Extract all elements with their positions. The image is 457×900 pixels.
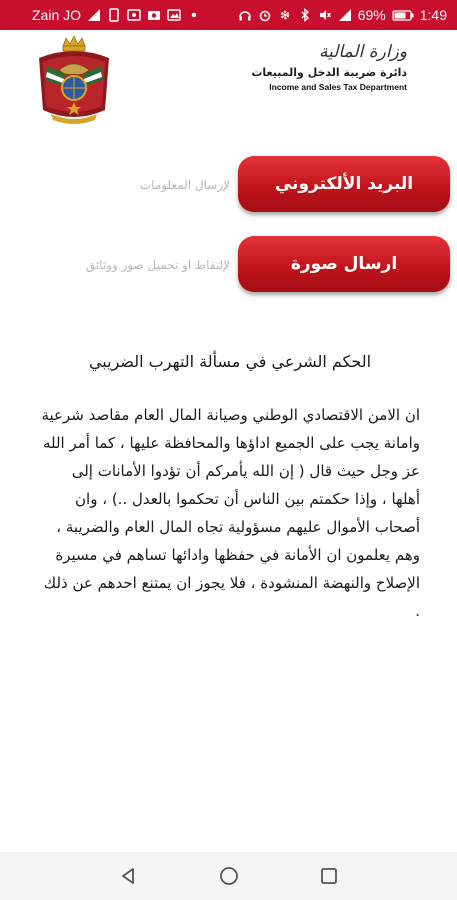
camera-notification-icon — [147, 8, 161, 22]
carrier-label: Zain JO — [32, 7, 82, 23]
settings-icon — [278, 8, 292, 22]
signal-icon — [87, 8, 101, 22]
ministry-title: وزارة المالية — [319, 42, 407, 62]
home-icon[interactable] — [218, 865, 240, 887]
recents-icon[interactable] — [318, 865, 340, 887]
department-name-arabic: دائرة ضريبة الدخل والمبيعات — [251, 66, 407, 79]
article-body: ان الامن الاقتصادي الوطني وصيانة المال العام مقاصد شرعية وامانة يجب على الجميع اداؤها والمحافظة عليها ، كما أمر الله عز وجل حيث قال ( إن الله يأمركم أن تؤدوا الأمانات إلى أهلها ، وإذا حكمتم بين الناس أن تحكموا بالعدل ..) ، وان أصحاب الأموال عليهم مسؤولية تجاه المال العام والضريبة ، وهم يعلمون ان الأمانة في حفظها وادائها تساهم في مسيرة الإصلاح والنهضة المنشودة ، فلا يجوز ان يمتنع احدهم عن ذلك . — [41, 406, 420, 620]
battery-percent: 69% — [357, 7, 386, 23]
mute-icon — [318, 8, 332, 22]
jordan-coat-of-arms-logo — [33, 36, 115, 126]
image-notification-icon — [127, 8, 141, 22]
alarm-icon — [258, 8, 272, 22]
battery-icon — [392, 8, 414, 22]
clock: 1:49 — [419, 7, 447, 23]
headset-icon — [238, 8, 252, 22]
article — [34, 352, 426, 625]
send-photo-button[interactable]: ارسال صورة — [238, 236, 450, 292]
department-name-english: Income and Sales Tax Department — [269, 82, 407, 92]
more-notifications-icon — [187, 8, 201, 22]
email-hint: لإرسال المعلومات — [139, 178, 230, 192]
bluetooth-icon — [298, 8, 312, 22]
signal-strength-icon — [338, 8, 352, 22]
header — [0, 30, 457, 130]
sim-icon — [107, 8, 121, 22]
article-title: الحكم الشرعي في مسألة التهرب الضريبي — [88, 352, 372, 371]
back-icon[interactable] — [118, 865, 140, 887]
status-bar — [0, 0, 457, 30]
status-right — [238, 7, 447, 23]
status-left — [32, 7, 201, 23]
ministry-block — [237, 42, 407, 92]
email-button[interactable]: البريد الألكتروني — [238, 156, 450, 212]
navigation-bar — [0, 852, 457, 900]
photo-hint: لإلتقاط او تحميل صور ووثائق — [85, 258, 230, 272]
photo-notification-icon — [167, 8, 181, 22]
